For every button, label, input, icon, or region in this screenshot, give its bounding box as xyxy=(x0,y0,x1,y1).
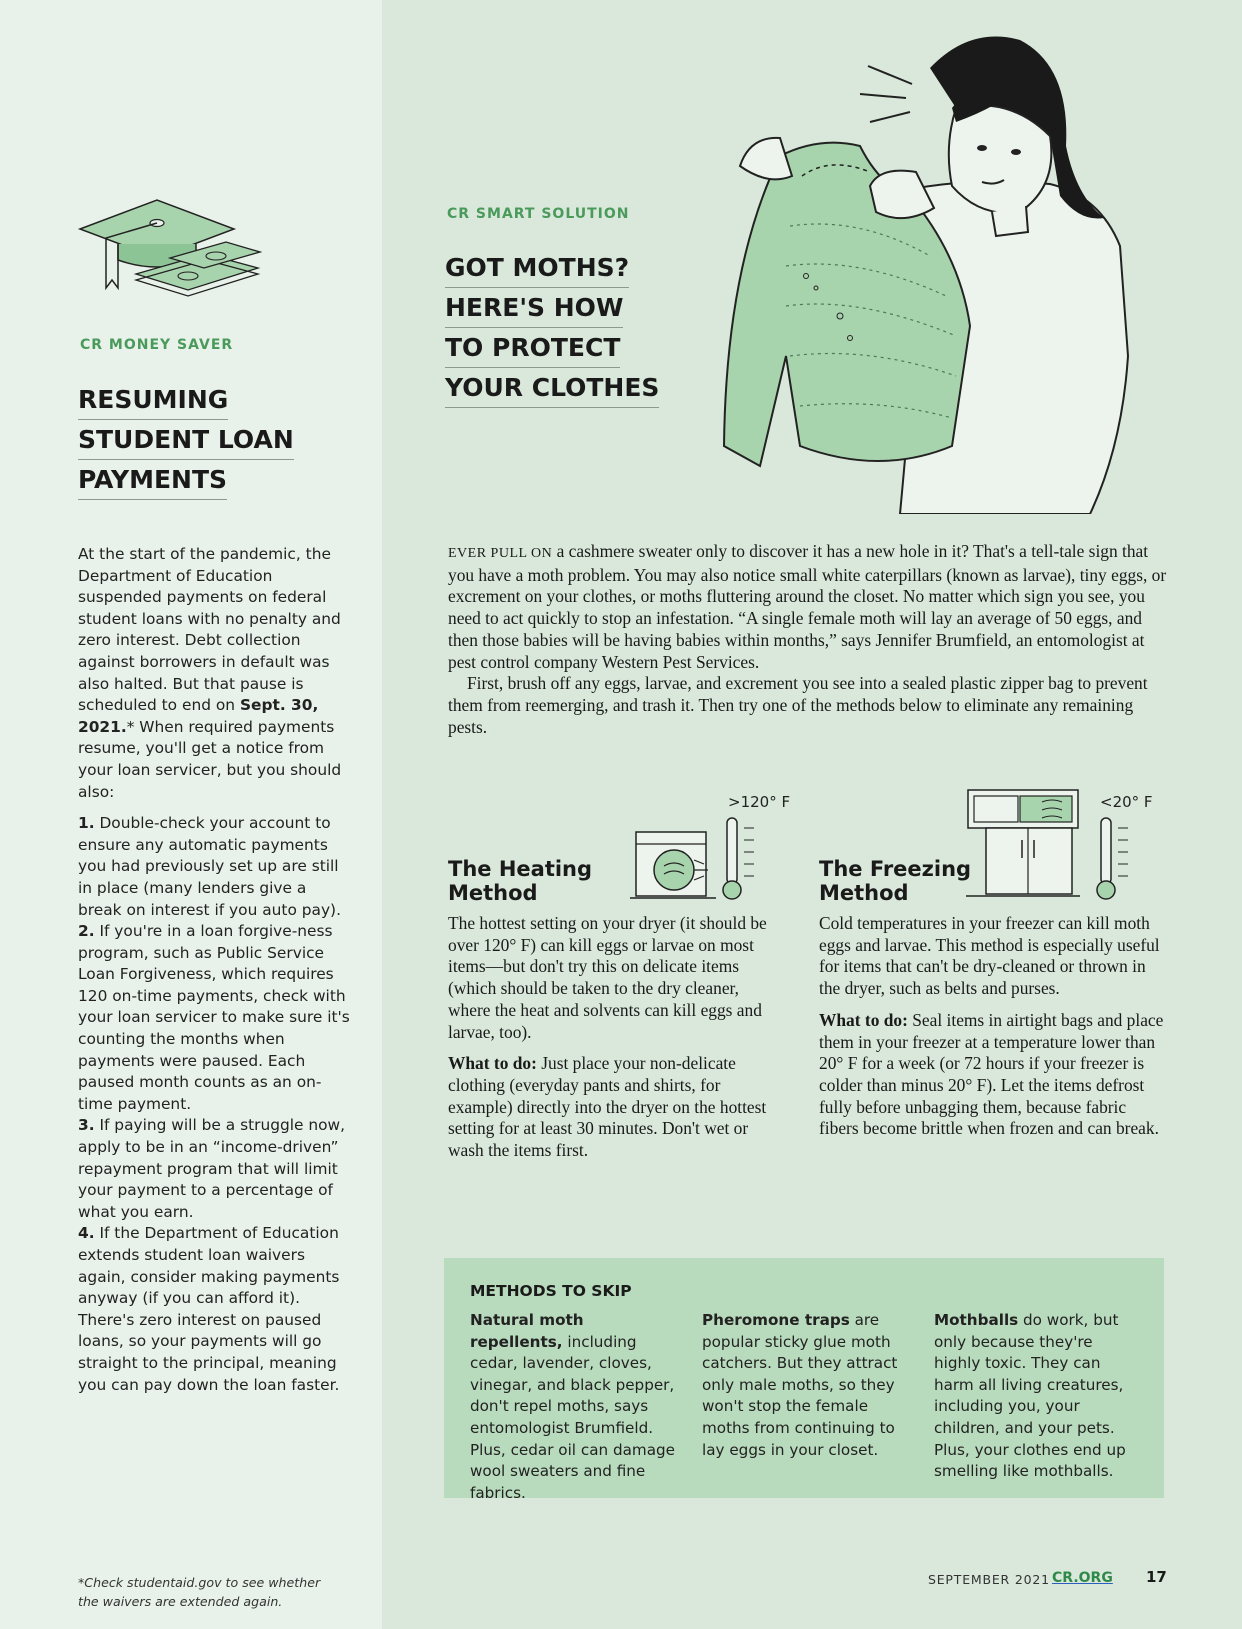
graduation-cap-money-icon xyxy=(76,196,262,298)
todo-text: Seal items in airtight bags and place them in your freezer at a temperature lower than 20° F for a week (or 72 hours if your freezer is colder than minus 20° F). Let the items defrost fully before unbagging them, because fabric fibers become brittle when frozen and can break. xyxy=(819,1009,1164,1139)
intro-para: a cashmere sweater only to discover it has a new hole in it? That's a tell-tale sign that you have a moth problem. You may also notice small white caterpillars (known as larvae), tiny eggs, or excrement on your clothes, or moths fluttering around the closet. No matter which sign you see, you need to act quickly to stop an infestation. “A single female moth will lay an average of 50 eggs, and then those babies will be having babies within months,” says Jennifer Brumfield, an entomologist at pest control company Western Pest Services. xyxy=(448,541,1167,672)
headline-line: YOUR CLOTHES xyxy=(445,368,659,408)
item-number: 4. xyxy=(78,1224,95,1243)
freezing-method-body xyxy=(819,913,1164,1150)
headline-line: TO PROTECT xyxy=(445,328,620,368)
intro-lead: EVER PULL ON xyxy=(448,546,553,561)
dryer-icon xyxy=(630,830,716,900)
item-number: 1. xyxy=(78,814,95,833)
intro-para: First, brush off any eggs, larvae, and excrement you see into a sealed plastic zipper bag to prevent them from reemerging, and trash it. Then try one of the methods below to eliminate any remaining pests. xyxy=(448,673,1148,737)
skip-title: METHODS TO SKIP xyxy=(470,1282,632,1300)
end-date: Sept. 30, 2021. xyxy=(78,696,319,736)
footer-date: SEPTEMBER 2021 xyxy=(928,1572,1050,1587)
todo-label: What to do: xyxy=(448,1053,537,1074)
list-item xyxy=(78,921,350,1115)
method-para: The hottest setting on your dryer (it should be over 120° F) can kill eggs or larvae on most items—but don't try this on delicate items (which should be taken to the dry cleaner, where the heat and solvents can kill eggs and larvae, too). xyxy=(448,913,767,1042)
list-item xyxy=(78,1223,350,1396)
title-line: The Heating xyxy=(448,857,593,881)
smart-solution-kicker: CR SMART SOLUTION xyxy=(447,206,630,222)
freezing-temperature: <20° F xyxy=(1100,793,1153,811)
freezer-icon xyxy=(966,788,1080,900)
headline-line: STUDENT LOAN xyxy=(78,420,294,460)
para-text: * When required payments resume, you'll get a notice from your loan servicer, but you should also: xyxy=(78,717,342,801)
list-item xyxy=(78,1115,350,1223)
skip-item-text: are popular sticky glue moth catchers. But they attract only male moths, so they won't stop the female moths from continuing to lay eggs in your closet. xyxy=(702,1311,898,1459)
skip-item-label: Natural moth repellents, xyxy=(470,1311,584,1351)
thermometer-icon xyxy=(720,816,756,902)
intro-text xyxy=(448,541,1168,738)
skip-item xyxy=(702,1310,910,1461)
method-para: Cold temperatures in your freezer can kill moth eggs and larvae. This method is especially useful for items that can't be dry-cleaned or thrown in the dryer, such as belts and purses. xyxy=(819,913,1160,999)
footer-site-link[interactable]: CR.ORG xyxy=(1052,1570,1113,1586)
todo-text: Just place your non-delicate clothing (everyday pants and shirts, for example) directly into the dryer on the hottest setting for at least 30 minutes. Don't wet or wash the items first. xyxy=(448,1053,767,1161)
money-saver-headline xyxy=(78,380,294,500)
headline-line: HERE'S HOW xyxy=(445,288,623,328)
item-text: Double-check your account to ensure any automatic payments you had previously set up are still in place (many lenders give a break on interest if you auto pay). xyxy=(78,814,341,919)
item-text: If the Department of Education extends student loan waivers again, consider making payments anyway (if you can afford it). There's zero interest on paused loans, so your payments will go straight to the principal, meaning you can pay down the loan faster. xyxy=(78,1224,340,1394)
woman-holding-sweater-illustration xyxy=(720,26,1140,514)
skip-item-label: Pheromone traps xyxy=(702,1311,850,1329)
smart-solution-headline xyxy=(445,248,659,408)
item-number: 3. xyxy=(78,1116,95,1135)
skip-item-label: Mothballs xyxy=(934,1311,1019,1329)
skip-item-text: do work, but only because they're highly toxic. They can harm all living creatures, including you, your children, and your pets. Plus, your clothes end up smelling like mothballs. xyxy=(934,1311,1126,1481)
todo-label: What to do: xyxy=(819,1009,908,1030)
item-number: 2. xyxy=(78,922,95,941)
skip-item-text: including cedar, lavender, cloves, vinegar, and black pepper, don't repel moths, says entomologist Brumfield. Plus, cedar oil can damage wool sweaters and fine fabrics. xyxy=(470,1332,675,1502)
item-text: If you're in a loan forgive-ness program, such as Public Service Loan Forgiveness, which requires 120 on-time payments, check with your loan servicer to make sure it's counting the months when payments were paused. Each paused month counts as an on-time payment. xyxy=(78,922,350,1113)
heating-temperature: >120° F xyxy=(728,793,791,811)
headline-line: RESUMING xyxy=(78,380,228,420)
list-item xyxy=(78,813,350,921)
headline-line: PAYMENTS xyxy=(78,460,227,500)
money-saver-kicker: CR MONEY SAVER xyxy=(80,337,234,353)
money-saver-body xyxy=(78,544,350,1396)
title-line: Method xyxy=(819,881,909,905)
item-text: If paying will be a struggle now, apply to be in an “income-driven” repayment program that will limit your payment to a percentage of what you earn. xyxy=(78,1116,346,1221)
skip-item xyxy=(934,1310,1142,1483)
heating-method-title xyxy=(448,857,592,905)
para-text: At the start of the pandemic, the Department of Education suspended payments on federal student loans with no penalty and zero interest. Debt collection against borrowers in default was also halted. But that pause is scheduled to end on xyxy=(78,545,341,715)
footnote: *Check studentaid.gov to see whether the waivers are extended again. xyxy=(78,1575,321,1609)
heating-method-body xyxy=(448,913,768,1172)
thermometer-icon xyxy=(1094,816,1130,902)
methods-to-skip-panel xyxy=(444,1258,1164,1502)
title-line: The Freezing xyxy=(819,857,972,881)
headline-line: GOT MOTHS? xyxy=(445,248,629,288)
freezing-method-title xyxy=(819,857,971,905)
page-number: 17 xyxy=(1146,1568,1167,1586)
title-line: Method xyxy=(448,881,538,905)
skip-item xyxy=(470,1310,678,1504)
